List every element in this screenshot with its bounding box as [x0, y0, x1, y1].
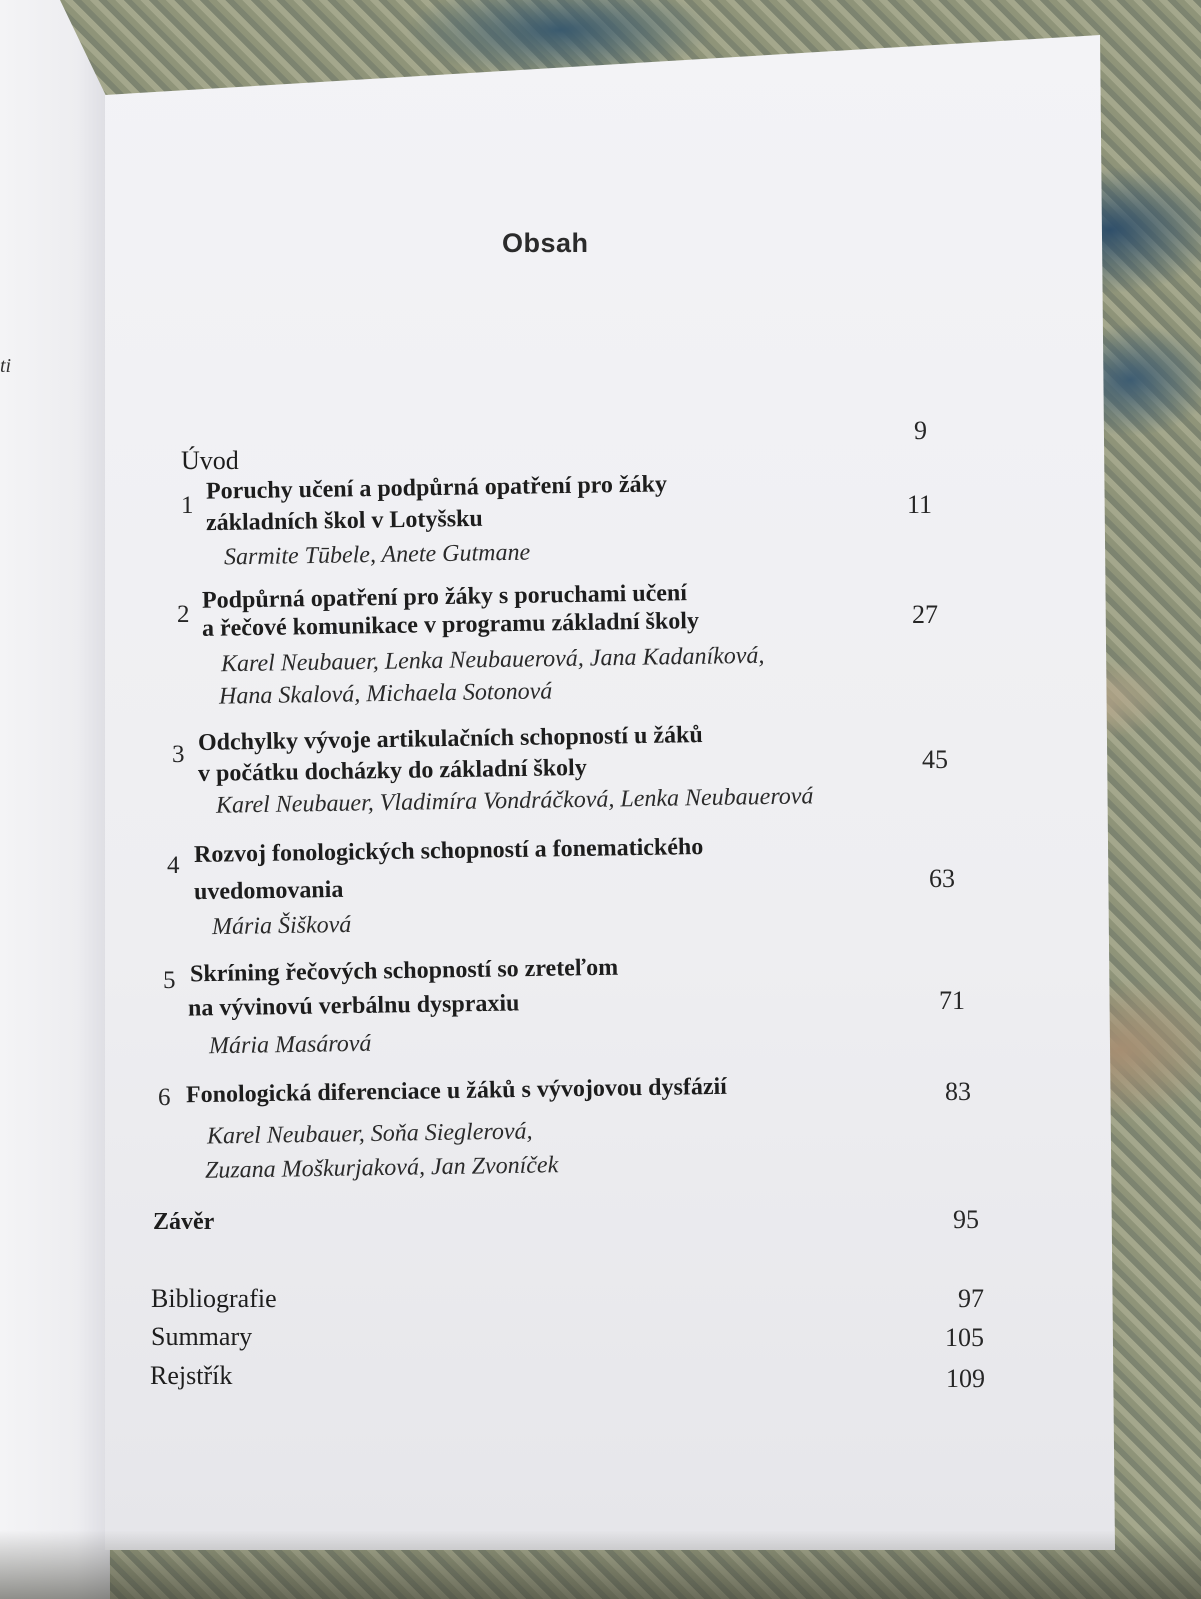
chapter-4-title-line-1: Rozvoj fonologických schopností a fonematického [193, 834, 704, 868]
chapter-2-number: 2 [177, 601, 190, 628]
chapter-6-title-line-1: Fonologická diferenciace u žáků s vývojovou dysfázií [185, 1073, 728, 1109]
chapter-2-authors-line-1: Karel Neubauer, Lenka Neubauerová, Jana Kadaníková, [220, 642, 765, 678]
toc-entry-bibliography-page: 97 [958, 1284, 984, 1313]
chapter-5-number: 5 [163, 967, 176, 994]
toc-entry-summary-page: 105 [945, 1323, 984, 1352]
chapter-2-page: 27 [912, 600, 938, 629]
chapter-3-page: 45 [922, 745, 948, 774]
left-page-text-fragment: ti [0, 355, 12, 377]
page-title: Obsah [502, 228, 589, 258]
chapter-1-number: 1 [181, 492, 194, 519]
toc-entry-conclusion-label: Závěr [153, 1209, 215, 1235]
toc-entry-index-label: Rejstřík [150, 1361, 233, 1390]
chapter-1-authors-line-1: Sarmite Tūbele, Anete Gutmane [223, 539, 531, 571]
chapter-1-page: 11 [907, 490, 933, 519]
chapter-3-title-line-1: Odchylky vývoje artikulačních schopností u žáků [197, 722, 703, 756]
left-page-edge [0, 0, 110, 1599]
toc-entry-intro-page: 9 [914, 416, 927, 445]
chapter-3-number: 3 [172, 741, 185, 768]
chapter-4-page: 63 [929, 864, 955, 893]
toc-entry-summary-label: Summary [151, 1322, 253, 1351]
photo-bottom-shadow [0, 1530, 1201, 1599]
chapter-6-number: 6 [158, 1084, 171, 1111]
chapter-5-authors-line-1: Mária Masárová [208, 1030, 372, 1060]
chapter-6-authors-line-1: Karel Neubauer, Soňa Sieglerová, [206, 1118, 533, 1150]
chapter-5-page: 71 [939, 986, 965, 1015]
chapter-6-authors-line-2: Zuzana Moškurjaková, Jan Zvoníček [204, 1152, 559, 1184]
chapter-1-title-line-2: základních škol v Lotyšsku [205, 505, 483, 537]
chapter-3-title-line-2: v počátku docházky do základní školy [197, 754, 587, 788]
toc-entry-bibliography-label: Bibliografie [151, 1284, 277, 1313]
chapter-4-title-line-2: uvedomovania [193, 876, 344, 906]
chapter-3-authors-line-1: Karel Neubauer, Vladimíra Vondráčková, Lenka Neubauerová [215, 783, 814, 819]
chapter-2-title-line-1: Podpůrná opatření pro žáky s poruchami učení [201, 580, 688, 614]
toc-entry-index-page: 109 [946, 1364, 985, 1393]
chapter-4-number: 4 [167, 852, 180, 879]
chapter-1-title-line-1: Poruchy učení a podpůrná opatření pro žáky [205, 471, 668, 505]
chapter-2-authors-line-2: Hana Skalová, Michaela Sotonová [218, 678, 553, 710]
toc-entry-conclusion-page: 95 [953, 1205, 979, 1234]
chapter-2-title-line-2: a řečové komunikace v programu základní školy [201, 608, 700, 642]
chapter-4-authors-line-1: Mária Šišková [211, 911, 352, 941]
chapter-5-title-line-2: na vývinovú verbálnu dyspraxiu [187, 990, 520, 1022]
toc-entry-intro-label: Úvod [181, 446, 239, 475]
chapter-5-title-line-1: Skríning řečových schopností so zreteľom [189, 954, 619, 988]
chapter-6-page: 83 [945, 1077, 971, 1106]
